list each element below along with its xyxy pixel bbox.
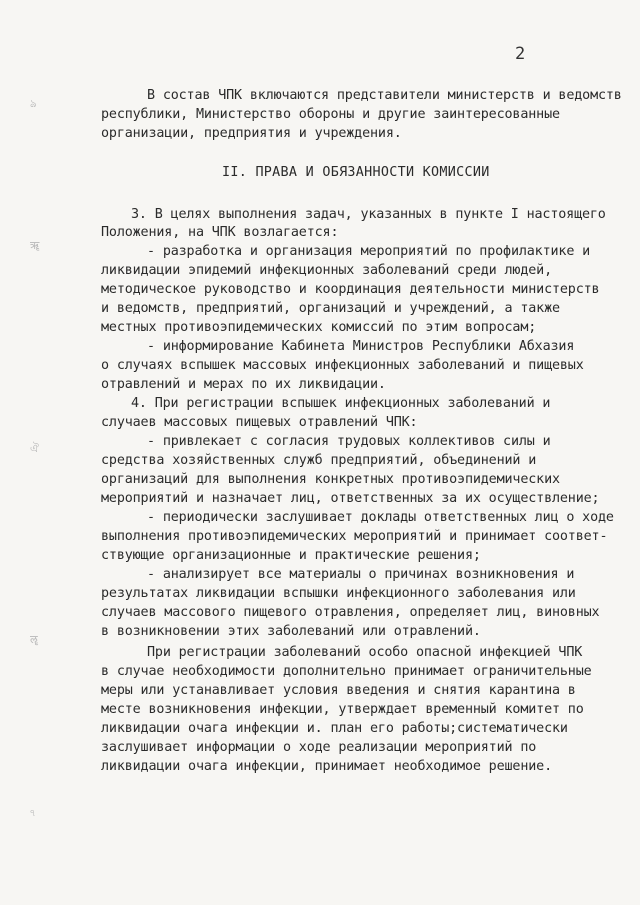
margin-mark: ॡ — [30, 633, 38, 646]
text-line: - разработка и организация мероприятий по профилактике и — [147, 244, 591, 259]
text-line: ликвидации очага инфекции, принимает необходимое решение. — [101, 759, 552, 774]
text-line: республики, Министерство обороны и другие заинтересованные — [101, 107, 560, 122]
text-line: местных противоэпидемических комиссий по этим вопросам; — [101, 320, 537, 335]
text-line: - анализирует все материалы о причинах возникновения и — [147, 567, 575, 582]
text-line: - привлекает с согласия трудовых коллективов силы и — [147, 434, 551, 449]
text-line: ликвидации эпидемий инфекционных заболеваний среди людей, — [101, 263, 552, 278]
text-line: Положения, на ЧПК возлагается: — [101, 225, 339, 240]
section-heading: II. ПРАВА И ОБЯЗАННОСТИ КОМИССИИ — [222, 165, 490, 180]
margin-mark: ঐ — [30, 442, 39, 455]
text-line: заслушивает информации о ходе реализации мероприятий по — [101, 740, 537, 755]
text-line: В состав ЧПК включаются представители министерств и ведомств — [147, 88, 622, 103]
text-line: ствующие организационные и практические решения; — [101, 548, 481, 563]
text-line: организаций для выполнения конкретных противоэпидемических — [101, 472, 560, 487]
text-line: ликвидации очага инфекции и. план его работы;систематически — [101, 721, 568, 736]
text-line: средства хозяйственных служб предприятий, объединений и — [101, 453, 537, 468]
text-line: в случае необходимости дополнительно принимает ограничительные — [101, 664, 592, 679]
text-line: 3. В целях выполнения задач, указанных в пункте I настоящего — [131, 207, 606, 222]
text-line: При регистрации заболеваний особо опасной инфекцией ЧПК — [147, 645, 583, 660]
margin-mark: ঌ — [30, 97, 37, 110]
text-line: меры или устанавливает условия введения и снятия карантина в — [101, 683, 576, 698]
text-line: о случаях вспышек массовых инфекционных заболеваний и пищевых — [101, 358, 584, 373]
text-line: и ведомств, предприятий, организаций и учреждений, а также — [101, 301, 560, 316]
text-line: методическое руководство и координация деятельности министерств — [101, 282, 600, 297]
text-line: выполнения противоэпидемических мероприятий и принимает соответ- — [101, 529, 608, 544]
text-line: месте возникновения инфекции, утверждает временный комитет по — [101, 702, 584, 717]
text-line: - информирование Кабинета Министров Республики Абхазия — [147, 339, 575, 354]
margin-mark: ঀ — [30, 806, 35, 819]
text-line: мероприятий и назначает лиц, ответственных за их осуществление; — [101, 491, 600, 506]
text-line: организации, предприятия и учреждения. — [101, 126, 402, 141]
text-line: случаев массового пищевого отравления, определяет лиц, виновных — [101, 605, 600, 620]
page-number: 2 — [515, 44, 526, 64]
text-line: - периодически заслушивает доклады ответственных лиц о ходе — [147, 510, 614, 525]
text-line: результатах ликвидации вспышки инфекционного заболевания или — [101, 586, 576, 601]
text-line: отравлений и мерах по их ликвидации. — [101, 377, 386, 392]
text-line: случаев массовых пищевых отравлений ЧПК: — [101, 415, 418, 430]
text-line: 4. При регистрации вспышек инфекционных заболеваний и — [131, 396, 551, 411]
margin-mark: ॠ — [30, 239, 40, 252]
text-line: в возникновении этих заболеваний или отравлений. — [101, 624, 481, 639]
